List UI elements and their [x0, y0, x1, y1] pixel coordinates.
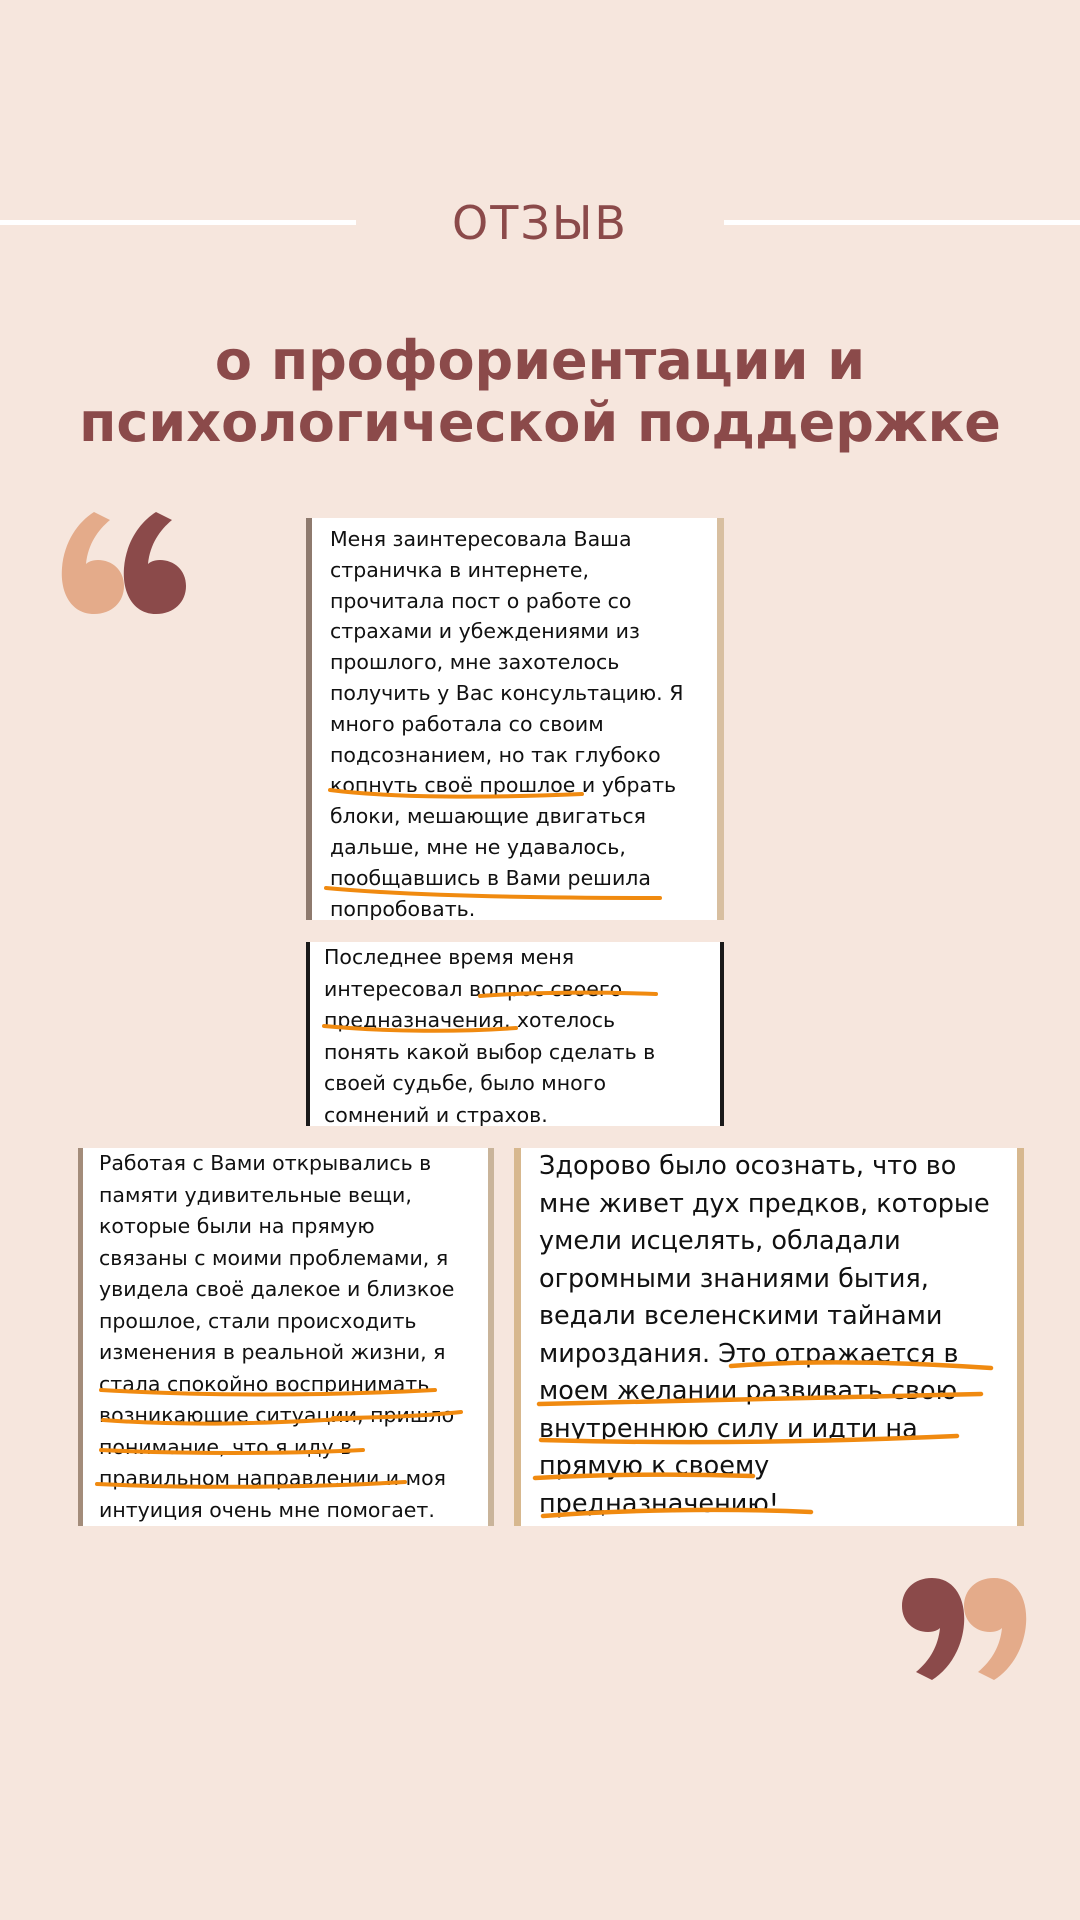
review-line: попробовать.: [330, 896, 476, 920]
review-line: прошлое, стали происходить: [99, 1308, 417, 1333]
open-quote-icon: [58, 510, 190, 622]
title-line-1: о профориентации и: [214, 329, 866, 392]
review-card-4: [514, 1148, 1024, 1526]
review-line: ведали вселенскими тайнами: [539, 1301, 943, 1331]
review-line: предназначению!: [539, 1488, 780, 1519]
review-line: возникающие ситуации, пришло: [99, 1403, 455, 1427]
review-line: интересовал вопрос своего: [324, 976, 623, 1001]
section-label: ОТЗЫВ: [452, 196, 628, 250]
review-line: изменения в реальной жизни, я: [99, 1340, 446, 1364]
review-line: моем желании развивать свою: [539, 1376, 958, 1406]
review-line: интуиция очень мне помогает.: [99, 1497, 435, 1522]
review-line: Работая с Вами открывались в: [99, 1151, 432, 1175]
review-line: страхами и убеждениями из: [330, 619, 640, 644]
review-line: памяти удивительные вещи,: [99, 1182, 412, 1207]
review-line: прямую к своему: [539, 1451, 770, 1481]
review-line: получить у Вас консультацию. Я: [330, 680, 684, 705]
review-line: много работала со своим: [330, 711, 604, 736]
review-line: дальше, мне не удавалось,: [330, 834, 626, 859]
review-line: страничка в интернете,: [330, 557, 590, 582]
close-quote-icon: [898, 1572, 1030, 1684]
review-line: копнуть своё прошлое и убрать: [330, 773, 677, 798]
review-line: блоки, мешающие двигаться: [330, 804, 646, 829]
review-line: которые были на прямую: [99, 1214, 375, 1238]
review-line: Здорово было осознать, что во: [539, 1151, 957, 1181]
review-card-3: [78, 1148, 494, 1526]
review-card-2: [306, 942, 724, 1126]
review-card-1: [306, 518, 724, 920]
review-line: Меня заинтересовала Ваша: [330, 527, 632, 551]
review-line: мне живет дух предков, которые: [539, 1188, 990, 1219]
review-line: связаны с моими проблемами, я: [99, 1245, 449, 1270]
review-line: понять какой выбор сделать в: [324, 1039, 656, 1064]
review-line: Последнее время меня: [324, 945, 575, 969]
review-line: умели исцелять, обладали: [539, 1226, 901, 1256]
review-line: прошлого, мне захотелось: [330, 650, 620, 675]
review-line: сомнений и страхов.: [324, 1102, 548, 1126]
review-line: прочитала пост о работе со: [330, 588, 632, 613]
review-line: понимание, что я иду в: [99, 1434, 353, 1459]
review-line: увидела своё далекое и близкое: [99, 1277, 455, 1301]
review-line: стала спокойно воспринимать: [99, 1371, 430, 1396]
review-line: правильном направлении и моя: [99, 1466, 446, 1490]
review-line: подсознанием, но так глубоко: [330, 742, 661, 767]
review-line: мироздания. Это отражается в: [539, 1338, 959, 1369]
page-title: [40, 330, 1040, 454]
review-line: предназначения, хотелось: [324, 1008, 616, 1032]
review-line: огромными знаниями бытия,: [539, 1263, 929, 1294]
review-line: внутреннюю силу и идти на: [539, 1413, 918, 1444]
review-line: пообщавшись в Вами решила: [330, 865, 651, 890]
title-line-2: психологической поддержке: [79, 391, 1001, 454]
review-line: своей судьбе, было много: [324, 1071, 607, 1095]
